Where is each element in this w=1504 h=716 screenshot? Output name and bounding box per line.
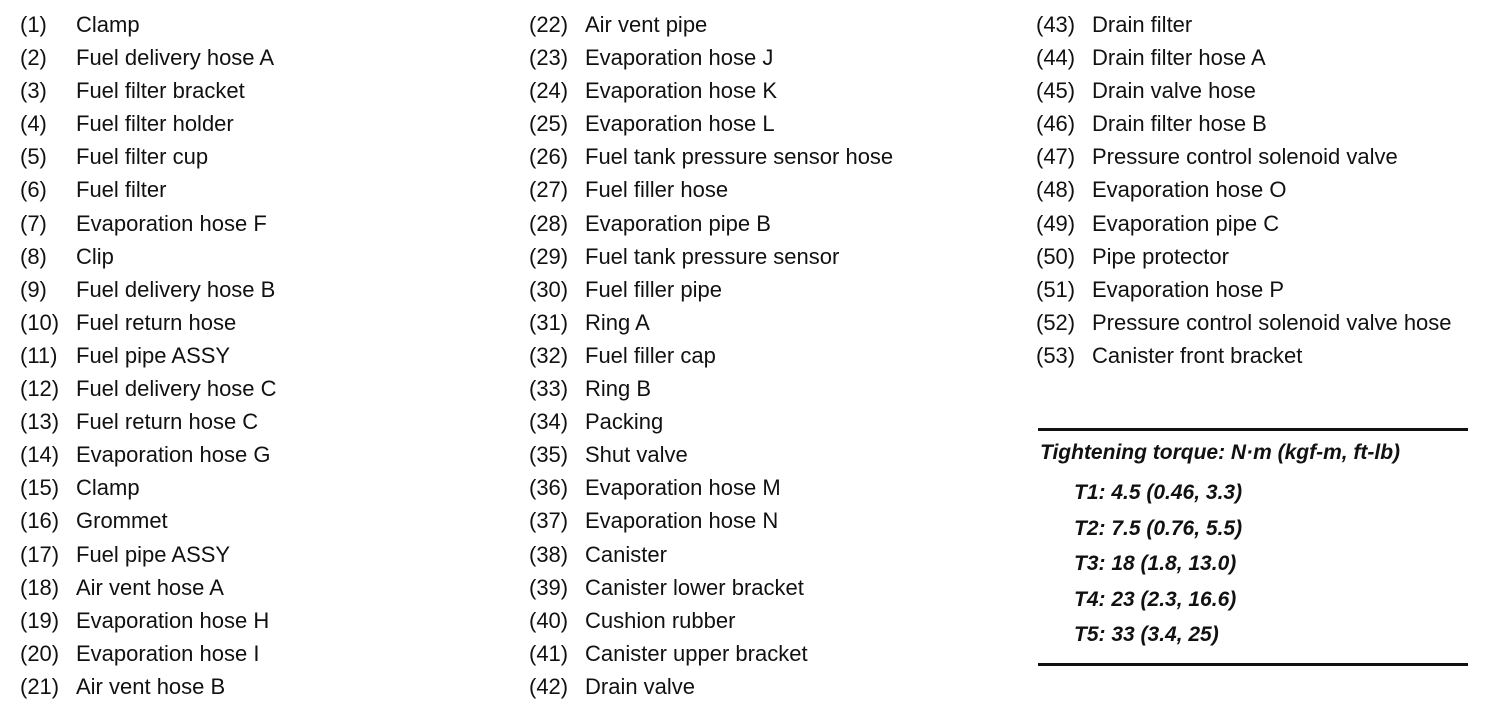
legend-item-number: (40): [529, 607, 569, 633]
tightening-torque-box: [1038, 428, 1468, 666]
torque-value: T2: 7.5 (0.76, 5.5): [1074, 516, 1243, 540]
legend-item-label: Evaporation hose O: [1092, 177, 1287, 203]
legend-item: [529, 107, 1009, 140]
legend-item-label: Clamp: [76, 475, 140, 501]
torque-value: T1: 4.5 (0.46, 3.3): [1074, 481, 1243, 504]
legend-item-label: Evaporation hose F: [76, 210, 267, 236]
legend-item-label: Clip: [76, 243, 114, 269]
legend-item-number: (47): [1036, 144, 1076, 170]
legend-item-label: Drain filter hose B: [1092, 111, 1267, 137]
legend-item: [20, 8, 500, 41]
legend-item-number: (21): [20, 673, 60, 699]
legend-item-label: Evaporation pipe B: [585, 210, 771, 236]
legend-item: [529, 339, 1009, 372]
legend-item-number: (49): [1036, 210, 1076, 236]
legend-item-number: (31): [529, 309, 569, 335]
legend-item: [20, 173, 500, 206]
legend-item-label: Fuel filter cup: [76, 144, 209, 170]
legend-item-number: (2): [20, 45, 47, 71]
legend-item: [20, 339, 500, 372]
legend-item-number: (37): [529, 508, 569, 534]
legend-item-number: (14): [20, 442, 60, 468]
legend-item-label: Fuel return hose C: [76, 409, 259, 435]
legend-item-label: Fuel delivery hose A: [76, 45, 275, 71]
legend-item-number: (22): [529, 12, 569, 37]
legend-item-label: Fuel filter bracket: [76, 78, 245, 104]
legend-item: [20, 670, 500, 703]
legend-item-label: Evaporation hose P: [1092, 276, 1285, 302]
legend-item-number: (43): [1036, 12, 1076, 37]
legend-item: [20, 306, 500, 339]
legend-item-number: (9): [20, 276, 47, 302]
legend-item: [529, 8, 1009, 41]
legend-item-number: (5): [20, 144, 47, 170]
legend-item-number: (30): [529, 276, 569, 302]
legend-item-label: Evaporation hose K: [585, 78, 778, 104]
legend-item: [20, 471, 500, 504]
legend-item: [1036, 339, 1476, 372]
legend-item-label: Evaporation pipe C: [1092, 210, 1280, 236]
legend-item-number: (35): [529, 442, 569, 468]
legend-item: [529, 306, 1009, 339]
legend-item-label: Pipe protector: [1092, 243, 1229, 269]
legend-item: [20, 41, 500, 74]
legend-column-3: [1036, 8, 1476, 372]
legend-item: [529, 538, 1009, 571]
torque-list: [1074, 475, 1242, 653]
legend-item: [20, 372, 500, 405]
legend-item: [1036, 306, 1476, 339]
torque-value: T4: 23 (2.3, 16.6): [1074, 587, 1237, 611]
legend-item-number: (42): [529, 673, 569, 699]
legend-item-number: (29): [529, 243, 569, 269]
legend-item-number: (24): [529, 78, 569, 104]
legend-item-label: Grommet: [76, 508, 168, 534]
legend-item: [529, 173, 1009, 206]
legend-item-number: (16): [20, 508, 60, 534]
legend-item-label: Drain filter hose A: [1092, 45, 1266, 71]
legend-item: [20, 207, 500, 240]
legend-item: [529, 273, 1009, 306]
legend-item-number: (26): [529, 144, 569, 170]
legend-item: [20, 273, 500, 306]
legend-item: [529, 504, 1009, 537]
legend-item-label: Evaporation hose N: [585, 508, 779, 534]
legend-item-label: Fuel filler pipe: [585, 276, 722, 302]
legend-item-number: (44): [1036, 45, 1076, 71]
legend-item-label: Ring B: [585, 376, 652, 402]
legend-item-label: Evaporation hose M: [585, 475, 781, 501]
legend-item-number: (41): [529, 640, 569, 666]
legend-item: [529, 438, 1009, 471]
legend-item-number: (15): [20, 475, 60, 501]
legend-item-number: (1): [20, 12, 47, 37]
legend-column-1: [20, 8, 500, 703]
legend-item-label: Fuel filter: [76, 177, 167, 203]
legend-item-label: Drain valve hose: [1092, 78, 1256, 104]
legend-item: [1036, 207, 1476, 240]
legend-item-number: (33): [529, 376, 569, 402]
legend-item-number: (45): [1036, 78, 1076, 104]
legend-item-label: Evaporation hose L: [585, 111, 775, 137]
legend-item-number: (13): [20, 409, 60, 435]
legend-item-number: (25): [529, 111, 569, 137]
legend-item-label: Fuel filler cap: [585, 342, 716, 368]
legend-item: [20, 571, 500, 604]
legend-item: [20, 438, 500, 471]
legend-item-number: (36): [529, 475, 569, 501]
legend-item-label: Ring A: [585, 309, 650, 335]
legend-item-number: (18): [20, 574, 60, 600]
legend-item-label: Drain filter: [1092, 12, 1193, 37]
legend-item-number: (7): [20, 210, 47, 236]
legend-item-label: Evaporation hose J: [585, 45, 774, 71]
legend-item: [20, 604, 500, 637]
legend-item-label: Pressure control solenoid valve hose: [1092, 309, 1452, 335]
legend-item: [20, 240, 500, 273]
legend-item-label: Pressure control solenoid valve: [1092, 144, 1398, 170]
legend-item: [1036, 273, 1476, 306]
legend-item-label: Cushion rubber: [585, 607, 736, 633]
legend-item: [1036, 41, 1476, 74]
legend-item-number: (27): [529, 177, 569, 203]
legend-item-number: (8): [20, 243, 47, 269]
legend-item-number: (38): [529, 541, 569, 567]
legend-item: [529, 471, 1009, 504]
legend-item: [20, 504, 500, 537]
legend-item-label: Fuel return hose: [76, 309, 237, 335]
legend-item-number: (6): [20, 177, 47, 203]
legend-item: [1036, 173, 1476, 206]
legend-item: [529, 41, 1009, 74]
legend-item-number: (12): [20, 376, 60, 402]
legend-item: [1036, 140, 1476, 173]
legend-item-number: (3): [20, 78, 47, 104]
legend-item-number: (53): [1036, 342, 1076, 368]
legend-item: [1036, 74, 1476, 107]
legend-item-label: Fuel tank pressure sensor hose: [585, 144, 894, 170]
legend-item-number: (50): [1036, 243, 1076, 269]
legend-item: [20, 637, 500, 670]
legend-item-number: (32): [529, 342, 569, 368]
legend-item-label: Fuel pipe ASSY: [76, 541, 231, 567]
legend-item: [529, 571, 1009, 604]
legend-item-label: Packing: [585, 409, 664, 435]
legend-item-label: Evaporation hose G: [76, 442, 271, 468]
legend-item-number: (17): [20, 541, 60, 567]
legend-item-label: Fuel filler hose: [585, 177, 729, 203]
legend-item-label: Fuel tank pressure sensor: [585, 243, 840, 269]
legend-item-number: (11): [20, 342, 58, 368]
legend-item-label: Canister upper bracket: [585, 640, 808, 666]
legend-item: [529, 670, 1009, 703]
legend-item: [529, 74, 1009, 107]
legend-item-label: Clamp: [76, 12, 140, 37]
legend-item: [529, 207, 1009, 240]
legend-item-label: Fuel delivery hose C: [76, 376, 277, 402]
legend-item-number: (46): [1036, 111, 1076, 137]
legend-item-number: (52): [1036, 309, 1076, 335]
legend-item: [529, 240, 1009, 273]
legend-item: [529, 405, 1009, 438]
legend-item: [1036, 107, 1476, 140]
legend-item-label: Canister: [585, 541, 667, 567]
legend-item-label: Shut valve: [585, 442, 688, 468]
legend-item: [20, 140, 500, 173]
legend-item-number: (51): [1036, 276, 1076, 302]
legend-item-label: Fuel delivery hose B: [76, 276, 276, 302]
legend-item: [529, 140, 1009, 173]
torque-value: T3: 18 (1.8, 13.0): [1074, 552, 1237, 575]
legend-item: [20, 107, 500, 140]
legend-item-label: Air vent hose B: [76, 673, 226, 699]
legend-item: [20, 538, 500, 571]
legend-item-label: Drain valve: [585, 673, 696, 699]
legend-item-number: (23): [529, 45, 569, 71]
legend-item: [1036, 8, 1476, 41]
legend-item-number: (28): [529, 210, 569, 236]
legend-item: [529, 372, 1009, 405]
legend-item-label: Canister lower bracket: [585, 574, 804, 600]
legend-item-label: Fuel pipe ASSY: [76, 342, 231, 368]
legend-item-number: (34): [529, 409, 569, 435]
legend-column-2: [529, 8, 1009, 703]
legend-item-number: (4): [20, 111, 47, 137]
legend-item: [529, 604, 1009, 637]
legend-item-number: (48): [1036, 177, 1076, 203]
torque-value: T5: 33 (3.4, 25): [1074, 623, 1219, 646]
torque-title: Tightening torque: N·m (kgf-m, ft-lb): [1040, 441, 1401, 464]
legend-item-label: Air vent pipe: [585, 12, 708, 37]
legend-item-label: Canister front bracket: [1092, 342, 1303, 368]
legend-item-label: Fuel filter holder: [76, 111, 234, 137]
legend-item: [20, 405, 500, 438]
legend-item-label: Evaporation hose H: [76, 607, 270, 633]
legend-item-label: Evaporation hose I: [76, 640, 260, 666]
legend-item: [529, 637, 1009, 670]
legend-item-number: (20): [20, 640, 60, 666]
legend-item: [1036, 240, 1476, 273]
legend-item: [20, 74, 500, 107]
legend-item-number: (19): [20, 607, 60, 633]
legend-item-number: (39): [529, 574, 569, 600]
legend-item-label: Air vent hose A: [76, 574, 224, 600]
legend-item-number: (10): [20, 309, 60, 335]
